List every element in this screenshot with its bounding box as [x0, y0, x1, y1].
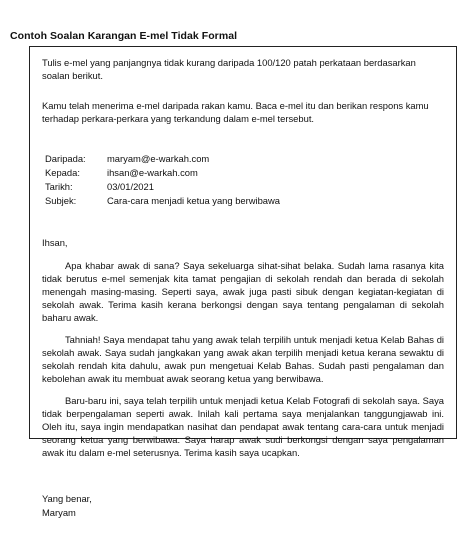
- email-closing: Yang benar,: [42, 493, 92, 504]
- from-label: Daripada:: [45, 153, 86, 164]
- email-paragraph-1: Apa khabar awak di sana? Saya sekeluarga sihat-sihat belaka. Sudah lama rasanya kita tidak berutus e-mel semenjak kita tamat pengajian di sekolah rendah dan berada di sekolah menengah masing-masing. Seperti saya, awak juga pasti sibuk dengan kegiatan-kegiatan di sekolah awak. Terima kasih kerana berkongsi dengan saya tentang pengalaman di sekolah baharu awak.: [42, 260, 444, 323]
- subject-value: Cara-cara menjadi ketua yang berwibawa: [107, 195, 281, 206]
- email-signature: Maryam: [42, 507, 76, 518]
- date-value: 03/01/2021: [107, 181, 154, 192]
- email-greeting: Ihsan,: [42, 237, 68, 248]
- to-label: Kepada:: [45, 167, 80, 178]
- email-paragraph-2: Tahniah! Saya mendapat tahu yang awak telah terpilih untuk menjadi ketua Kelab Bahas di sekolah awak. Saya sudah jangkakan yang awak akan terpilih menjadi ketua kerana sewaktu di sekolah rendah kita dahulu, awak pun mengetuai Kelab Bahas. Sudah pasti pengalaman dan kebolehan awak itu membuat awak seorang ketua yang berwibawa.: [42, 334, 444, 384]
- date-label: Tarikh:: [45, 181, 73, 192]
- from-value: maryam@e-warkah.com: [107, 153, 210, 164]
- email-paragraph-3: Baru-baru ini, saya telah terpilih untuk menjadi ketua Kelab Fotografi di sekolah saya. Saya tidak berpengalaman seperti awak. Inilah kali pertama saya menjalankan tanggungjawab ini. Oleh itu, saya ingin mendapatkan nasihat dan pendapat awak tentang cara-cara untuk menjadi seorang ketua yang berwibawa. Saya harap awak sudi berkongsi dengan saya pengalaman awak itu dalam e-mel seterusnya. Terima kasih saya ucapkan.: [42, 395, 444, 458]
- subject-label: Subjek:: [45, 195, 77, 206]
- document-title: Contoh Soalan Karangan E-mel Tidak Formal: [10, 30, 238, 42]
- scenario-text: Kamu telah menerima e-mel daripada rakan kamu. Baca e-mel itu dan berikan respons kamu terhadap perkara-perkara yang terkandung dalam e-mel tersebut.: [42, 100, 429, 124]
- instruction-text: Tulis e-mel yang panjangnya tidak kurang daripada 100/120 patah perkataan berdasarkan soalan berikut.: [42, 57, 416, 81]
- to-value: ihsan@e-warkah.com: [107, 167, 198, 178]
